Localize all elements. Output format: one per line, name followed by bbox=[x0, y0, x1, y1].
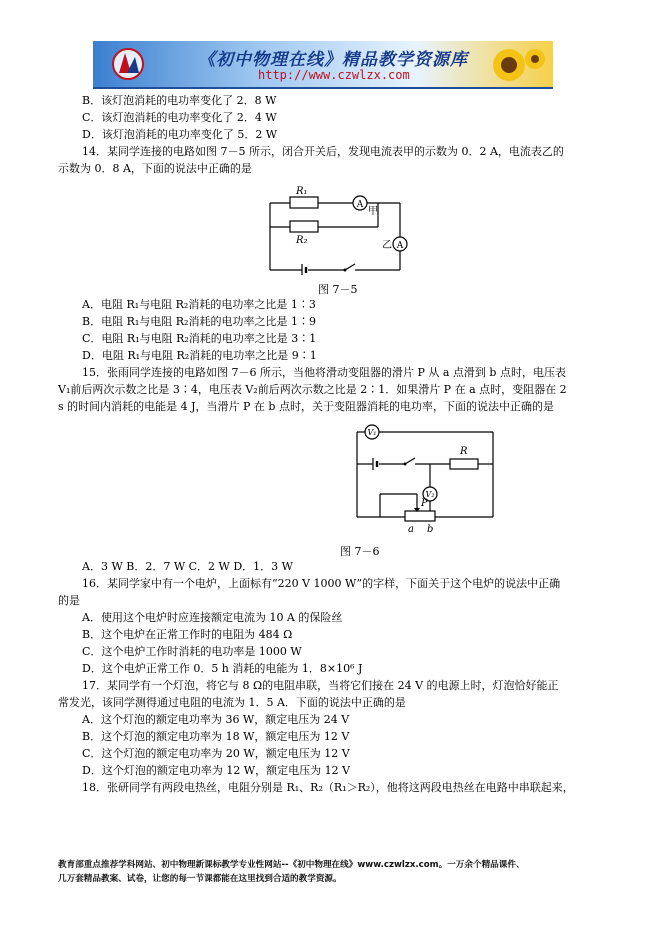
label-v1: V₁ bbox=[367, 428, 377, 437]
label-yi: 乙 bbox=[382, 240, 392, 251]
q17-option-a: A．这个灯泡的额定电功率为 36 W，额定电压为 24 V bbox=[82, 713, 350, 726]
q14-option-d: D．电阻 R₁与电阻 R₂消耗的电功率之比是 9∶1 bbox=[82, 349, 317, 362]
q15-stem-3: s 的时间内消耗的电能是 4 J，当滑片 P 在 b 点时，关于变阻器消耗的电功率，下面的说法中正确的是 bbox=[58, 400, 554, 413]
ammeter-jia-symbol: A bbox=[356, 200, 364, 210]
q16-option-d: D．这个电炉正常工作 0．5 h 消耗的电能为 1．8×10⁶ J bbox=[82, 662, 363, 675]
q17-stem-1: 17．某同学有一个灯泡，将它与 8 Ω的电阻串联，当将它们接在 24 V 的电源上时，灯泡恰好能正 bbox=[82, 679, 559, 692]
q15-stem-2: V₁前后两次示数之比是 3∶4，电压表 V₂前后两次示数之比是 2∶1．如果滑片 P 在 a 点时，变阻器在 2 bbox=[58, 383, 567, 396]
q13-option-b: B．该灯泡消耗的电功率变化了 2．8 W bbox=[82, 94, 277, 107]
q14-option-b: B．电阻 R₁与电阻 R₂消耗的电功率之比是 1∶9 bbox=[82, 315, 316, 328]
label-r2: R₂ bbox=[296, 235, 308, 246]
header-url[interactable]: http://www.czwlzx.com bbox=[258, 68, 410, 82]
q17-stem-2: 常发光，该同学测得通过电阻的电流为 1．5 A．下面的说法中正确的是 bbox=[58, 696, 406, 709]
label-p: P bbox=[421, 498, 428, 509]
label-b: b bbox=[427, 524, 434, 535]
q17-option-c: C．这个灯泡的额定电功率为 20 W，额定电压为 12 V bbox=[82, 747, 350, 760]
label-a: a bbox=[408, 524, 414, 535]
q17-option-d: D．这个灯泡的额定电功率为 12 W，额定电压为 12 V bbox=[82, 764, 351, 777]
footer-line-2: 几万套精品教案、试卷，让您的每一节课都能在这里找到合适的教学资源。 bbox=[58, 874, 342, 884]
q15-options: A．3 W B．2．7 W C．2 W D．1．3 W bbox=[82, 560, 293, 573]
q15-stem-1: 15．张雨同学连接的电路如图 7－6 所示，当他将滑动变阻器的滑片 P 从 a 点滑到 b 点时，电压表 bbox=[82, 366, 566, 379]
q18-stem-1: 18．张研同学有两段电热丝，电阻分别是 R₁、R₂（R₁＞R₂），他将这两段电热丝在电路中串联起来， bbox=[82, 781, 574, 794]
label-v2: V₂ bbox=[425, 490, 435, 499]
figure-7-5-circuit bbox=[260, 180, 410, 275]
q14-option-c: C．电阻 R₁与电阻 R₂消耗的电功率之比是 3∶1 bbox=[82, 332, 317, 345]
q16-option-a: A．使用这个电炉时应连接额定电流为 10 A 的保险丝 bbox=[82, 611, 343, 624]
site-logo-icon bbox=[111, 45, 145, 83]
figure-7-6-caption: 图 7－6 bbox=[340, 545, 380, 558]
q16-option-c: C．这个电炉工作时消耗的电功率是 1000 W bbox=[82, 645, 302, 658]
q14-stem-2: 示数为 0．8 A，下面的说法中正确的是 bbox=[58, 162, 252, 175]
q14-stem-1: 14．某同学连接的电路如图 7－5 所示，闭合开关后，发现电流表甲的示数为 0．2 A，电流表乙的 bbox=[82, 145, 564, 158]
label-r1: R₁ bbox=[296, 186, 308, 197]
q14-option-a: A．电阻 R₁与电阻 R₂消耗的电功率之比是 1∶3 bbox=[82, 298, 316, 311]
figure-7-6-circuit bbox=[355, 422, 505, 537]
page-footer bbox=[58, 858, 618, 886]
q13-option-c: C．该灯泡消耗的电功率变化了 2．4 W bbox=[82, 111, 277, 124]
q16-option-b: B．这个电炉在正常工作时的电阻为 484 Ω bbox=[82, 628, 293, 641]
label-r: R bbox=[460, 446, 468, 457]
ammeter-yi-symbol: A bbox=[396, 241, 404, 251]
figure-7-5-caption: 图 7－5 bbox=[318, 283, 358, 296]
label-jia: 甲 bbox=[368, 206, 378, 217]
q13-option-d: D．该灯泡消耗的电功率变化了 5．2 W bbox=[82, 128, 278, 141]
header-banner bbox=[93, 41, 553, 89]
q16-stem-2: 的是 bbox=[58, 594, 80, 607]
header-title: 《初中物理在线》精品教学资源库 bbox=[198, 50, 468, 70]
sunflower-icon bbox=[489, 45, 545, 85]
footer-line-1: 教育部重点推荐学科网站、初中物理新课标教学专业性网站--《初中物理在线》www.czwlzx.com。一万余个精品课件、 bbox=[58, 860, 525, 870]
q17-option-b: B．这个灯泡的额定电功率为 18 W，额定电压为 12 V bbox=[82, 730, 350, 743]
q16-stem-1: 16．某同学家中有一个电炉，上面标有“220 V 1000 W”的字样，下面关于这个电炉的说法中正确 bbox=[82, 577, 561, 590]
